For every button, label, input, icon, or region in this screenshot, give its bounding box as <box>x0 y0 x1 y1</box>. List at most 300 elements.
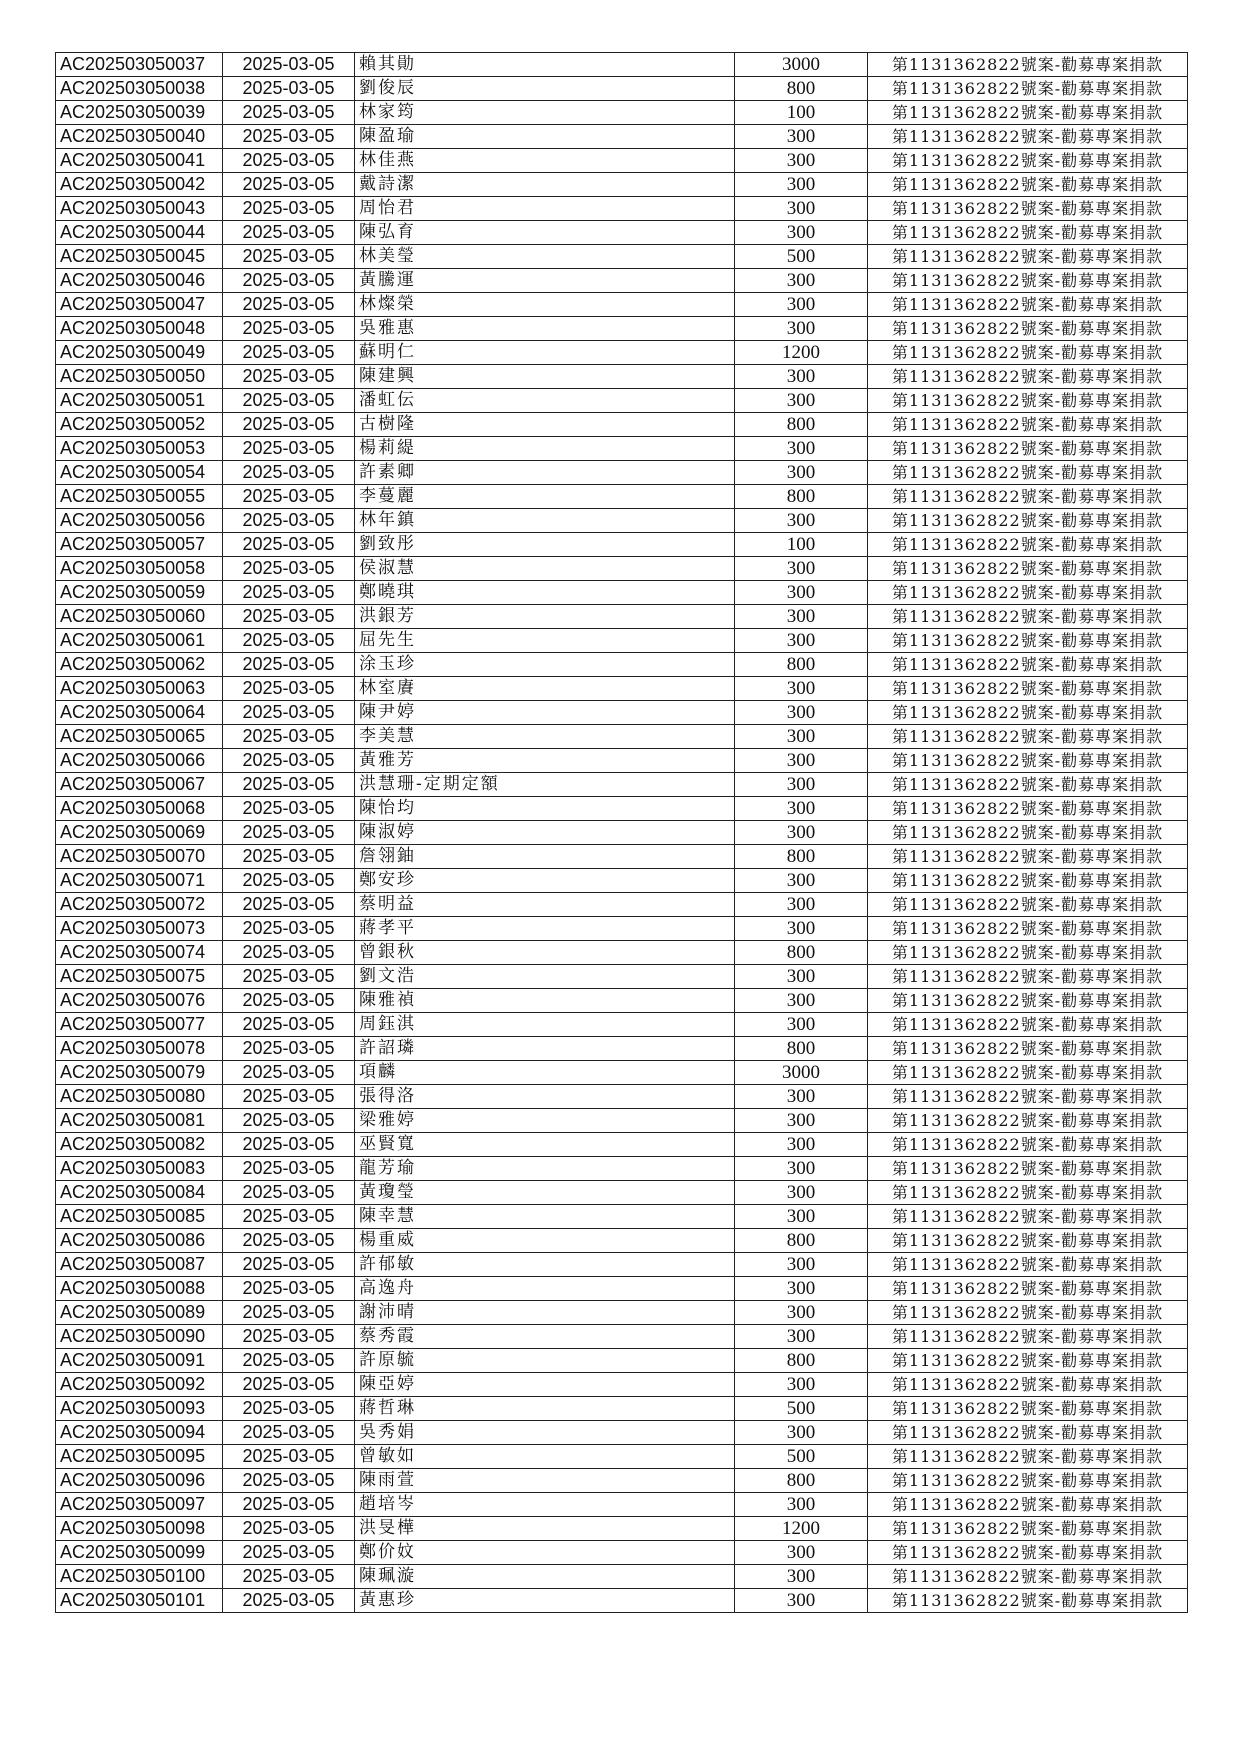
donation-date-cell: 2025-03-05 <box>223 701 355 725</box>
donation-amount-cell: 300 <box>735 1373 868 1397</box>
donation-amount-cell: 300 <box>735 725 868 749</box>
donation-amount-cell: 300 <box>735 1493 868 1517</box>
table-row <box>56 293 1188 317</box>
donation-date-cell: 2025-03-05 <box>223 1517 355 1541</box>
table-row <box>56 1229 1188 1253</box>
donation-date-cell: 2025-03-05 <box>223 1061 355 1085</box>
table-row <box>56 389 1188 413</box>
donation-purpose-cell: 第1131362822號案-勸募專案捐款 <box>868 77 1188 101</box>
donor-name-cell: 梁雅婷 <box>355 1109 735 1133</box>
table-row <box>56 773 1188 797</box>
donor-name-cell: 許素卿 <box>355 461 735 485</box>
receipt-number-cell: AC202503050067 <box>56 773 223 797</box>
receipt-number-cell: AC202503050057 <box>56 533 223 557</box>
table-row <box>56 509 1188 533</box>
donor-name-cell: 陳弘育 <box>355 221 735 245</box>
donation-purpose-cell: 第1131362822號案-勸募專案捐款 <box>868 389 1188 413</box>
donation-date-cell: 2025-03-05 <box>223 1253 355 1277</box>
donor-name-cell: 龍芳瑜 <box>355 1157 735 1181</box>
donor-name-cell: 林家筠 <box>355 101 735 125</box>
donor-name-cell: 涂玉珍 <box>355 653 735 677</box>
donation-amount-cell: 300 <box>735 173 868 197</box>
donation-amount-cell: 300 <box>735 1325 868 1349</box>
donation-amount-cell: 100 <box>735 101 868 125</box>
donation-date-cell: 2025-03-05 <box>223 1541 355 1565</box>
donor-name-cell: 蔣孝平 <box>355 917 735 941</box>
receipt-number-cell: AC202503050052 <box>56 413 223 437</box>
donation-amount-cell: 300 <box>735 1589 868 1613</box>
receipt-number-cell: AC202503050041 <box>56 149 223 173</box>
donation-purpose-cell: 第1131362822號案-勸募專案捐款 <box>868 845 1188 869</box>
table-row <box>56 1469 1188 1493</box>
table-row <box>56 869 1188 893</box>
donation-purpose-cell: 第1131362822號案-勸募專案捐款 <box>868 941 1188 965</box>
receipt-number-cell: AC202503050043 <box>56 197 223 221</box>
donation-purpose-cell: 第1131362822號案-勸募專案捐款 <box>868 365 1188 389</box>
receipt-number-cell: AC202503050097 <box>56 1493 223 1517</box>
receipt-number-cell: AC202503050099 <box>56 1541 223 1565</box>
donation-amount-cell: 300 <box>735 1541 868 1565</box>
receipt-number-cell: AC202503050049 <box>56 341 223 365</box>
receipt-number-cell: AC202503050045 <box>56 245 223 269</box>
receipt-number-cell: AC202503050070 <box>56 845 223 869</box>
donation-date-cell: 2025-03-05 <box>223 1469 355 1493</box>
donation-date-cell: 2025-03-05 <box>223 173 355 197</box>
donation-purpose-cell: 第1131362822號案-勸募專案捐款 <box>868 1229 1188 1253</box>
donation-date-cell: 2025-03-05 <box>223 653 355 677</box>
donor-name-cell: 許原毓 <box>355 1349 735 1373</box>
donation-table <box>55 52 1188 1613</box>
receipt-number-cell: AC202503050044 <box>56 221 223 245</box>
donation-amount-cell: 300 <box>735 1277 868 1301</box>
receipt-number-cell: AC202503050076 <box>56 989 223 1013</box>
donor-name-cell: 楊莉緹 <box>355 437 735 461</box>
donation-purpose-cell: 第1131362822號案-勸募專案捐款 <box>868 1589 1188 1613</box>
table-row <box>56 1421 1188 1445</box>
table-row <box>56 1373 1188 1397</box>
donation-amount-cell: 300 <box>735 437 868 461</box>
donation-date-cell: 2025-03-05 <box>223 149 355 173</box>
table-row <box>56 1013 1188 1037</box>
donation-purpose-cell: 第1131362822號案-勸募專案捐款 <box>868 677 1188 701</box>
donation-amount-cell: 300 <box>735 749 868 773</box>
donation-purpose-cell: 第1131362822號案-勸募專案捐款 <box>868 1325 1188 1349</box>
donation-amount-cell: 800 <box>735 845 868 869</box>
donor-name-cell: 蘇明仁 <box>355 341 735 365</box>
donor-name-cell: 陳雨萱 <box>355 1469 735 1493</box>
donor-name-cell: 鄭曉琪 <box>355 581 735 605</box>
donation-date-cell: 2025-03-05 <box>223 1205 355 1229</box>
table-row <box>56 1277 1188 1301</box>
receipt-number-cell: AC202503050039 <box>56 101 223 125</box>
donor-name-cell: 陳珮漩 <box>355 1565 735 1589</box>
donation-amount-cell: 800 <box>735 77 868 101</box>
donation-amount-cell: 300 <box>735 1133 868 1157</box>
donor-name-cell: 陳怡均 <box>355 797 735 821</box>
donor-name-cell: 林室賡 <box>355 677 735 701</box>
receipt-number-cell: AC202503050071 <box>56 869 223 893</box>
donation-purpose-cell: 第1131362822號案-勸募專案捐款 <box>868 317 1188 341</box>
donation-amount-cell: 800 <box>735 1469 868 1493</box>
table-row <box>56 173 1188 197</box>
donor-name-cell: 李蔓麗 <box>355 485 735 509</box>
donor-name-cell: 鄭价妏 <box>355 1541 735 1565</box>
donation-purpose-cell: 第1131362822號案-勸募專案捐款 <box>868 1109 1188 1133</box>
donation-purpose-cell: 第1131362822號案-勸募專案捐款 <box>868 53 1188 77</box>
table-row <box>56 317 1188 341</box>
receipt-number-cell: AC202503050087 <box>56 1253 223 1277</box>
donation-date-cell: 2025-03-05 <box>223 1133 355 1157</box>
table-row <box>56 1253 1188 1277</box>
receipt-number-cell: AC202503050050 <box>56 365 223 389</box>
receipt-number-cell: AC202503050054 <box>56 461 223 485</box>
donation-amount-cell: 100 <box>735 533 868 557</box>
donor-name-cell: 戴詩潔 <box>355 173 735 197</box>
donation-date-cell: 2025-03-05 <box>223 1373 355 1397</box>
donor-name-cell: 許詔璘 <box>355 1037 735 1061</box>
donor-name-cell: 蔡秀霞 <box>355 1325 735 1349</box>
receipt-number-cell: AC202503050095 <box>56 1445 223 1469</box>
donation-table-body <box>56 53 1188 1613</box>
table-row <box>56 1301 1188 1325</box>
donation-purpose-cell: 第1131362822號案-勸募專案捐款 <box>868 1013 1188 1037</box>
donation-date-cell: 2025-03-05 <box>223 437 355 461</box>
table-row <box>56 629 1188 653</box>
donation-amount-cell: 300 <box>735 893 868 917</box>
donation-amount-cell: 300 <box>735 677 868 701</box>
donation-amount-cell: 300 <box>735 1085 868 1109</box>
table-row <box>56 845 1188 869</box>
donation-date-cell: 2025-03-05 <box>223 1229 355 1253</box>
donation-purpose-cell: 第1131362822號案-勸募專案捐款 <box>868 989 1188 1013</box>
receipt-number-cell: AC202503050091 <box>56 1349 223 1373</box>
donation-amount-cell: 300 <box>735 221 868 245</box>
table-row <box>56 1541 1188 1565</box>
donation-date-cell: 2025-03-05 <box>223 1013 355 1037</box>
donation-amount-cell: 300 <box>735 773 868 797</box>
donor-name-cell: 許郁敏 <box>355 1253 735 1277</box>
donation-purpose-cell: 第1131362822號案-勸募專案捐款 <box>868 1397 1188 1421</box>
donation-purpose-cell: 第1131362822號案-勸募專案捐款 <box>868 533 1188 557</box>
donation-purpose-cell: 第1131362822號案-勸募專案捐款 <box>868 893 1188 917</box>
donation-amount-cell: 300 <box>735 1157 868 1181</box>
donation-purpose-cell: 第1131362822號案-勸募專案捐款 <box>868 221 1188 245</box>
donation-purpose-cell: 第1131362822號案-勸募專案捐款 <box>868 341 1188 365</box>
donation-date-cell: 2025-03-05 <box>223 413 355 437</box>
receipt-number-cell: AC202503050088 <box>56 1277 223 1301</box>
donation-purpose-cell: 第1131362822號案-勸募專案捐款 <box>868 629 1188 653</box>
donation-amount-cell: 300 <box>735 461 868 485</box>
table-row <box>56 677 1188 701</box>
table-row <box>56 245 1188 269</box>
receipt-number-cell: AC202503050062 <box>56 653 223 677</box>
donation-date-cell: 2025-03-05 <box>223 1493 355 1517</box>
donor-name-cell: 林燦榮 <box>355 293 735 317</box>
table-row <box>56 1349 1188 1373</box>
table-row <box>56 437 1188 461</box>
donor-name-cell: 劉俊辰 <box>355 77 735 101</box>
donation-purpose-cell: 第1131362822號案-勸募專案捐款 <box>868 557 1188 581</box>
donation-amount-cell: 500 <box>735 245 868 269</box>
donation-date-cell: 2025-03-05 <box>223 1325 355 1349</box>
donation-purpose-cell: 第1131362822號案-勸募專案捐款 <box>868 1373 1188 1397</box>
table-row <box>56 197 1188 221</box>
donation-date-cell: 2025-03-05 <box>223 581 355 605</box>
donation-purpose-cell: 第1131362822號案-勸募專案捐款 <box>868 149 1188 173</box>
donor-name-cell: 陳雅禎 <box>355 989 735 1013</box>
donation-date-cell: 2025-03-05 <box>223 965 355 989</box>
donation-purpose-cell: 第1131362822號案-勸募專案捐款 <box>868 1445 1188 1469</box>
donor-name-cell: 陳盈瑜 <box>355 125 735 149</box>
donor-name-cell: 古樹隆 <box>355 413 735 437</box>
donor-name-cell: 趙培岑 <box>355 1493 735 1517</box>
receipt-number-cell: AC202503050093 <box>56 1397 223 1421</box>
table-row <box>56 1085 1188 1109</box>
receipt-number-cell: AC202503050098 <box>56 1517 223 1541</box>
donation-date-cell: 2025-03-05 <box>223 845 355 869</box>
receipt-number-cell: AC202503050064 <box>56 701 223 725</box>
donation-amount-cell: 800 <box>735 653 868 677</box>
donation-date-cell: 2025-03-05 <box>223 461 355 485</box>
receipt-number-cell: AC202503050081 <box>56 1109 223 1133</box>
donation-amount-cell: 300 <box>735 149 868 173</box>
donation-date-cell: 2025-03-05 <box>223 773 355 797</box>
donor-name-cell: 項麟 <box>355 1061 735 1085</box>
donation-date-cell: 2025-03-05 <box>223 1037 355 1061</box>
table-row <box>56 1157 1188 1181</box>
donation-amount-cell: 300 <box>735 1421 868 1445</box>
donation-date-cell: 2025-03-05 <box>223 77 355 101</box>
receipt-number-cell: AC202503050075 <box>56 965 223 989</box>
donor-name-cell: 周鈺淇 <box>355 1013 735 1037</box>
donor-name-cell: 黃雅芳 <box>355 749 735 773</box>
donation-amount-cell: 300 <box>735 1301 868 1325</box>
donation-purpose-cell: 第1131362822號案-勸募專案捐款 <box>868 293 1188 317</box>
receipt-number-cell: AC202503050096 <box>56 1469 223 1493</box>
table-row <box>56 917 1188 941</box>
donation-date-cell: 2025-03-05 <box>223 1397 355 1421</box>
table-row <box>56 1397 1188 1421</box>
table-row <box>56 749 1188 773</box>
donation-purpose-cell: 第1131362822號案-勸募專案捐款 <box>868 1301 1188 1325</box>
donation-date-cell: 2025-03-05 <box>223 1277 355 1301</box>
donation-date-cell: 2025-03-05 <box>223 989 355 1013</box>
donation-date-cell: 2025-03-05 <box>223 269 355 293</box>
table-row <box>56 365 1188 389</box>
receipt-number-cell: AC202503050082 <box>56 1133 223 1157</box>
donation-purpose-cell: 第1131362822號案-勸募專案捐款 <box>868 437 1188 461</box>
donor-name-cell: 洪旻樺 <box>355 1517 735 1541</box>
donation-amount-cell: 300 <box>735 1205 868 1229</box>
table-row <box>56 1205 1188 1229</box>
table-row <box>56 1325 1188 1349</box>
receipt-number-cell: AC202503050086 <box>56 1229 223 1253</box>
donation-amount-cell: 300 <box>735 509 868 533</box>
table-row <box>56 605 1188 629</box>
donation-purpose-cell: 第1131362822號案-勸募專案捐款 <box>868 1277 1188 1301</box>
donation-amount-cell: 300 <box>735 701 868 725</box>
donation-purpose-cell: 第1131362822號案-勸募專案捐款 <box>868 701 1188 725</box>
table-row <box>56 1565 1188 1589</box>
donor-name-cell: 洪銀芳 <box>355 605 735 629</box>
donor-name-cell: 屈先生 <box>355 629 735 653</box>
receipt-number-cell: AC202503050072 <box>56 893 223 917</box>
donation-amount-cell: 300 <box>735 1013 868 1037</box>
table-row <box>56 653 1188 677</box>
donation-amount-cell: 300 <box>735 821 868 845</box>
donor-name-cell: 潘虹伝 <box>355 389 735 413</box>
donation-date-cell: 2025-03-05 <box>223 1445 355 1469</box>
table-row <box>56 485 1188 509</box>
donation-purpose-cell: 第1131362822號案-勸募專案捐款 <box>868 173 1188 197</box>
donation-date-cell: 2025-03-05 <box>223 1565 355 1589</box>
receipt-number-cell: AC202503050083 <box>56 1157 223 1181</box>
donation-date-cell: 2025-03-05 <box>223 101 355 125</box>
donation-date-cell: 2025-03-05 <box>223 293 355 317</box>
donor-name-cell: 鄭安珍 <box>355 869 735 893</box>
receipt-number-cell: AC202503050051 <box>56 389 223 413</box>
donation-amount-cell: 300 <box>735 197 868 221</box>
donation-date-cell: 2025-03-05 <box>223 1421 355 1445</box>
donation-purpose-cell: 第1131362822號案-勸募專案捐款 <box>868 1493 1188 1517</box>
donor-name-cell: 劉文浩 <box>355 965 735 989</box>
receipt-number-cell: AC202503050046 <box>56 269 223 293</box>
donation-date-cell: 2025-03-05 <box>223 725 355 749</box>
table-row <box>56 557 1188 581</box>
donation-amount-cell: 1200 <box>735 1517 868 1541</box>
receipt-number-cell: AC202503050053 <box>56 437 223 461</box>
donation-amount-cell: 300 <box>735 1109 868 1133</box>
donation-purpose-cell: 第1131362822號案-勸募專案捐款 <box>868 1205 1188 1229</box>
donor-name-cell: 黃瓊瑩 <box>355 1181 735 1205</box>
receipt-number-cell: AC202503050078 <box>56 1037 223 1061</box>
donation-amount-cell: 500 <box>735 1397 868 1421</box>
receipt-number-cell: AC202503050089 <box>56 1301 223 1325</box>
donation-date-cell: 2025-03-05 <box>223 749 355 773</box>
donation-amount-cell: 300 <box>735 389 868 413</box>
receipt-number-cell: AC202503050058 <box>56 557 223 581</box>
donation-purpose-cell: 第1131362822號案-勸募專案捐款 <box>868 197 1188 221</box>
donation-date-cell: 2025-03-05 <box>223 1157 355 1181</box>
donation-date-cell: 2025-03-05 <box>223 1349 355 1373</box>
donation-amount-cell: 800 <box>735 413 868 437</box>
table-row <box>56 941 1188 965</box>
donation-date-cell: 2025-03-05 <box>223 797 355 821</box>
table-row <box>56 797 1188 821</box>
donor-name-cell: 黃騰運 <box>355 269 735 293</box>
donation-amount-cell: 800 <box>735 941 868 965</box>
receipt-number-cell: AC202503050059 <box>56 581 223 605</box>
donation-purpose-cell: 第1131362822號案-勸募專案捐款 <box>868 125 1188 149</box>
receipt-number-cell: AC202503050042 <box>56 173 223 197</box>
donor-name-cell: 林年鎮 <box>355 509 735 533</box>
table-row <box>56 77 1188 101</box>
donation-date-cell: 2025-03-05 <box>223 365 355 389</box>
table-row <box>56 1517 1188 1541</box>
table-row <box>56 1493 1188 1517</box>
donation-purpose-cell: 第1131362822號案-勸募專案捐款 <box>868 1157 1188 1181</box>
donation-date-cell: 2025-03-05 <box>223 677 355 701</box>
donation-amount-cell: 300 <box>735 989 868 1013</box>
donation-date-cell: 2025-03-05 <box>223 557 355 581</box>
receipt-number-cell: AC202503050063 <box>56 677 223 701</box>
table-row <box>56 725 1188 749</box>
donation-date-cell: 2025-03-05 <box>223 1109 355 1133</box>
donation-date-cell: 2025-03-05 <box>223 485 355 509</box>
donation-date-cell: 2025-03-05 <box>223 629 355 653</box>
receipt-number-cell: AC202503050073 <box>56 917 223 941</box>
receipt-number-cell: AC202503050040 <box>56 125 223 149</box>
receipt-number-cell: AC202503050094 <box>56 1421 223 1445</box>
donation-date-cell: 2025-03-05 <box>223 533 355 557</box>
donation-purpose-cell: 第1131362822號案-勸募專案捐款 <box>868 1181 1188 1205</box>
receipt-number-cell: AC202503050092 <box>56 1373 223 1397</box>
donation-date-cell: 2025-03-05 <box>223 341 355 365</box>
donation-purpose-cell: 第1131362822號案-勸募專案捐款 <box>868 1037 1188 1061</box>
table-row <box>56 581 1188 605</box>
table-row <box>56 821 1188 845</box>
donor-name-cell: 陳幸慧 <box>355 1205 735 1229</box>
table-row <box>56 701 1188 725</box>
donation-date-cell: 2025-03-05 <box>223 1589 355 1613</box>
donation-purpose-cell: 第1131362822號案-勸募專案捐款 <box>868 581 1188 605</box>
donation-purpose-cell: 第1131362822號案-勸募專案捐款 <box>868 461 1188 485</box>
donation-purpose-cell: 第1131362822號案-勸募專案捐款 <box>868 869 1188 893</box>
table-row <box>56 149 1188 173</box>
donation-date-cell: 2025-03-05 <box>223 893 355 917</box>
donation-purpose-cell: 第1131362822號案-勸募專案捐款 <box>868 509 1188 533</box>
donor-name-cell: 蔡明益 <box>355 893 735 917</box>
donation-purpose-cell: 第1131362822號案-勸募專案捐款 <box>868 773 1188 797</box>
donor-name-cell: 賴其勛 <box>355 53 735 77</box>
table-row <box>56 965 1188 989</box>
receipt-number-cell: AC202503050069 <box>56 821 223 845</box>
receipt-number-cell: AC202503050080 <box>56 1085 223 1109</box>
donation-purpose-cell: 第1131362822號案-勸募專案捐款 <box>868 1517 1188 1541</box>
donation-amount-cell: 300 <box>735 317 868 341</box>
receipt-number-cell: AC202503050061 <box>56 629 223 653</box>
receipt-number-cell: AC202503050085 <box>56 1205 223 1229</box>
donation-amount-cell: 300 <box>735 125 868 149</box>
donor-name-cell: 張得洛 <box>355 1085 735 1109</box>
donation-date-cell: 2025-03-05 <box>223 389 355 413</box>
donation-date-cell: 2025-03-05 <box>223 53 355 77</box>
donation-amount-cell: 300 <box>735 797 868 821</box>
table-row <box>56 1061 1188 1085</box>
donation-purpose-cell: 第1131362822號案-勸募專案捐款 <box>868 1421 1188 1445</box>
receipt-number-cell: AC202503050055 <box>56 485 223 509</box>
donation-amount-cell: 300 <box>735 965 868 989</box>
table-row <box>56 413 1188 437</box>
donation-purpose-cell: 第1131362822號案-勸募專案捐款 <box>868 485 1188 509</box>
table-row <box>56 1445 1188 1469</box>
table-row <box>56 461 1188 485</box>
donation-date-cell: 2025-03-05 <box>223 221 355 245</box>
donor-name-cell: 蔣哲琳 <box>355 1397 735 1421</box>
donation-amount-cell: 300 <box>735 365 868 389</box>
donor-name-cell: 林美瑩 <box>355 245 735 269</box>
receipt-number-cell: AC202503050065 <box>56 725 223 749</box>
donation-amount-cell: 500 <box>735 1445 868 1469</box>
donor-name-cell: 高逸舟 <box>355 1277 735 1301</box>
table-row <box>56 101 1188 125</box>
donation-amount-cell: 3000 <box>735 53 868 77</box>
donation-purpose-cell: 第1131362822號案-勸募專案捐款 <box>868 1565 1188 1589</box>
donation-date-cell: 2025-03-05 <box>223 821 355 845</box>
table-row <box>56 125 1188 149</box>
donation-date-cell: 2025-03-05 <box>223 1301 355 1325</box>
donation-amount-cell: 300 <box>735 1565 868 1589</box>
